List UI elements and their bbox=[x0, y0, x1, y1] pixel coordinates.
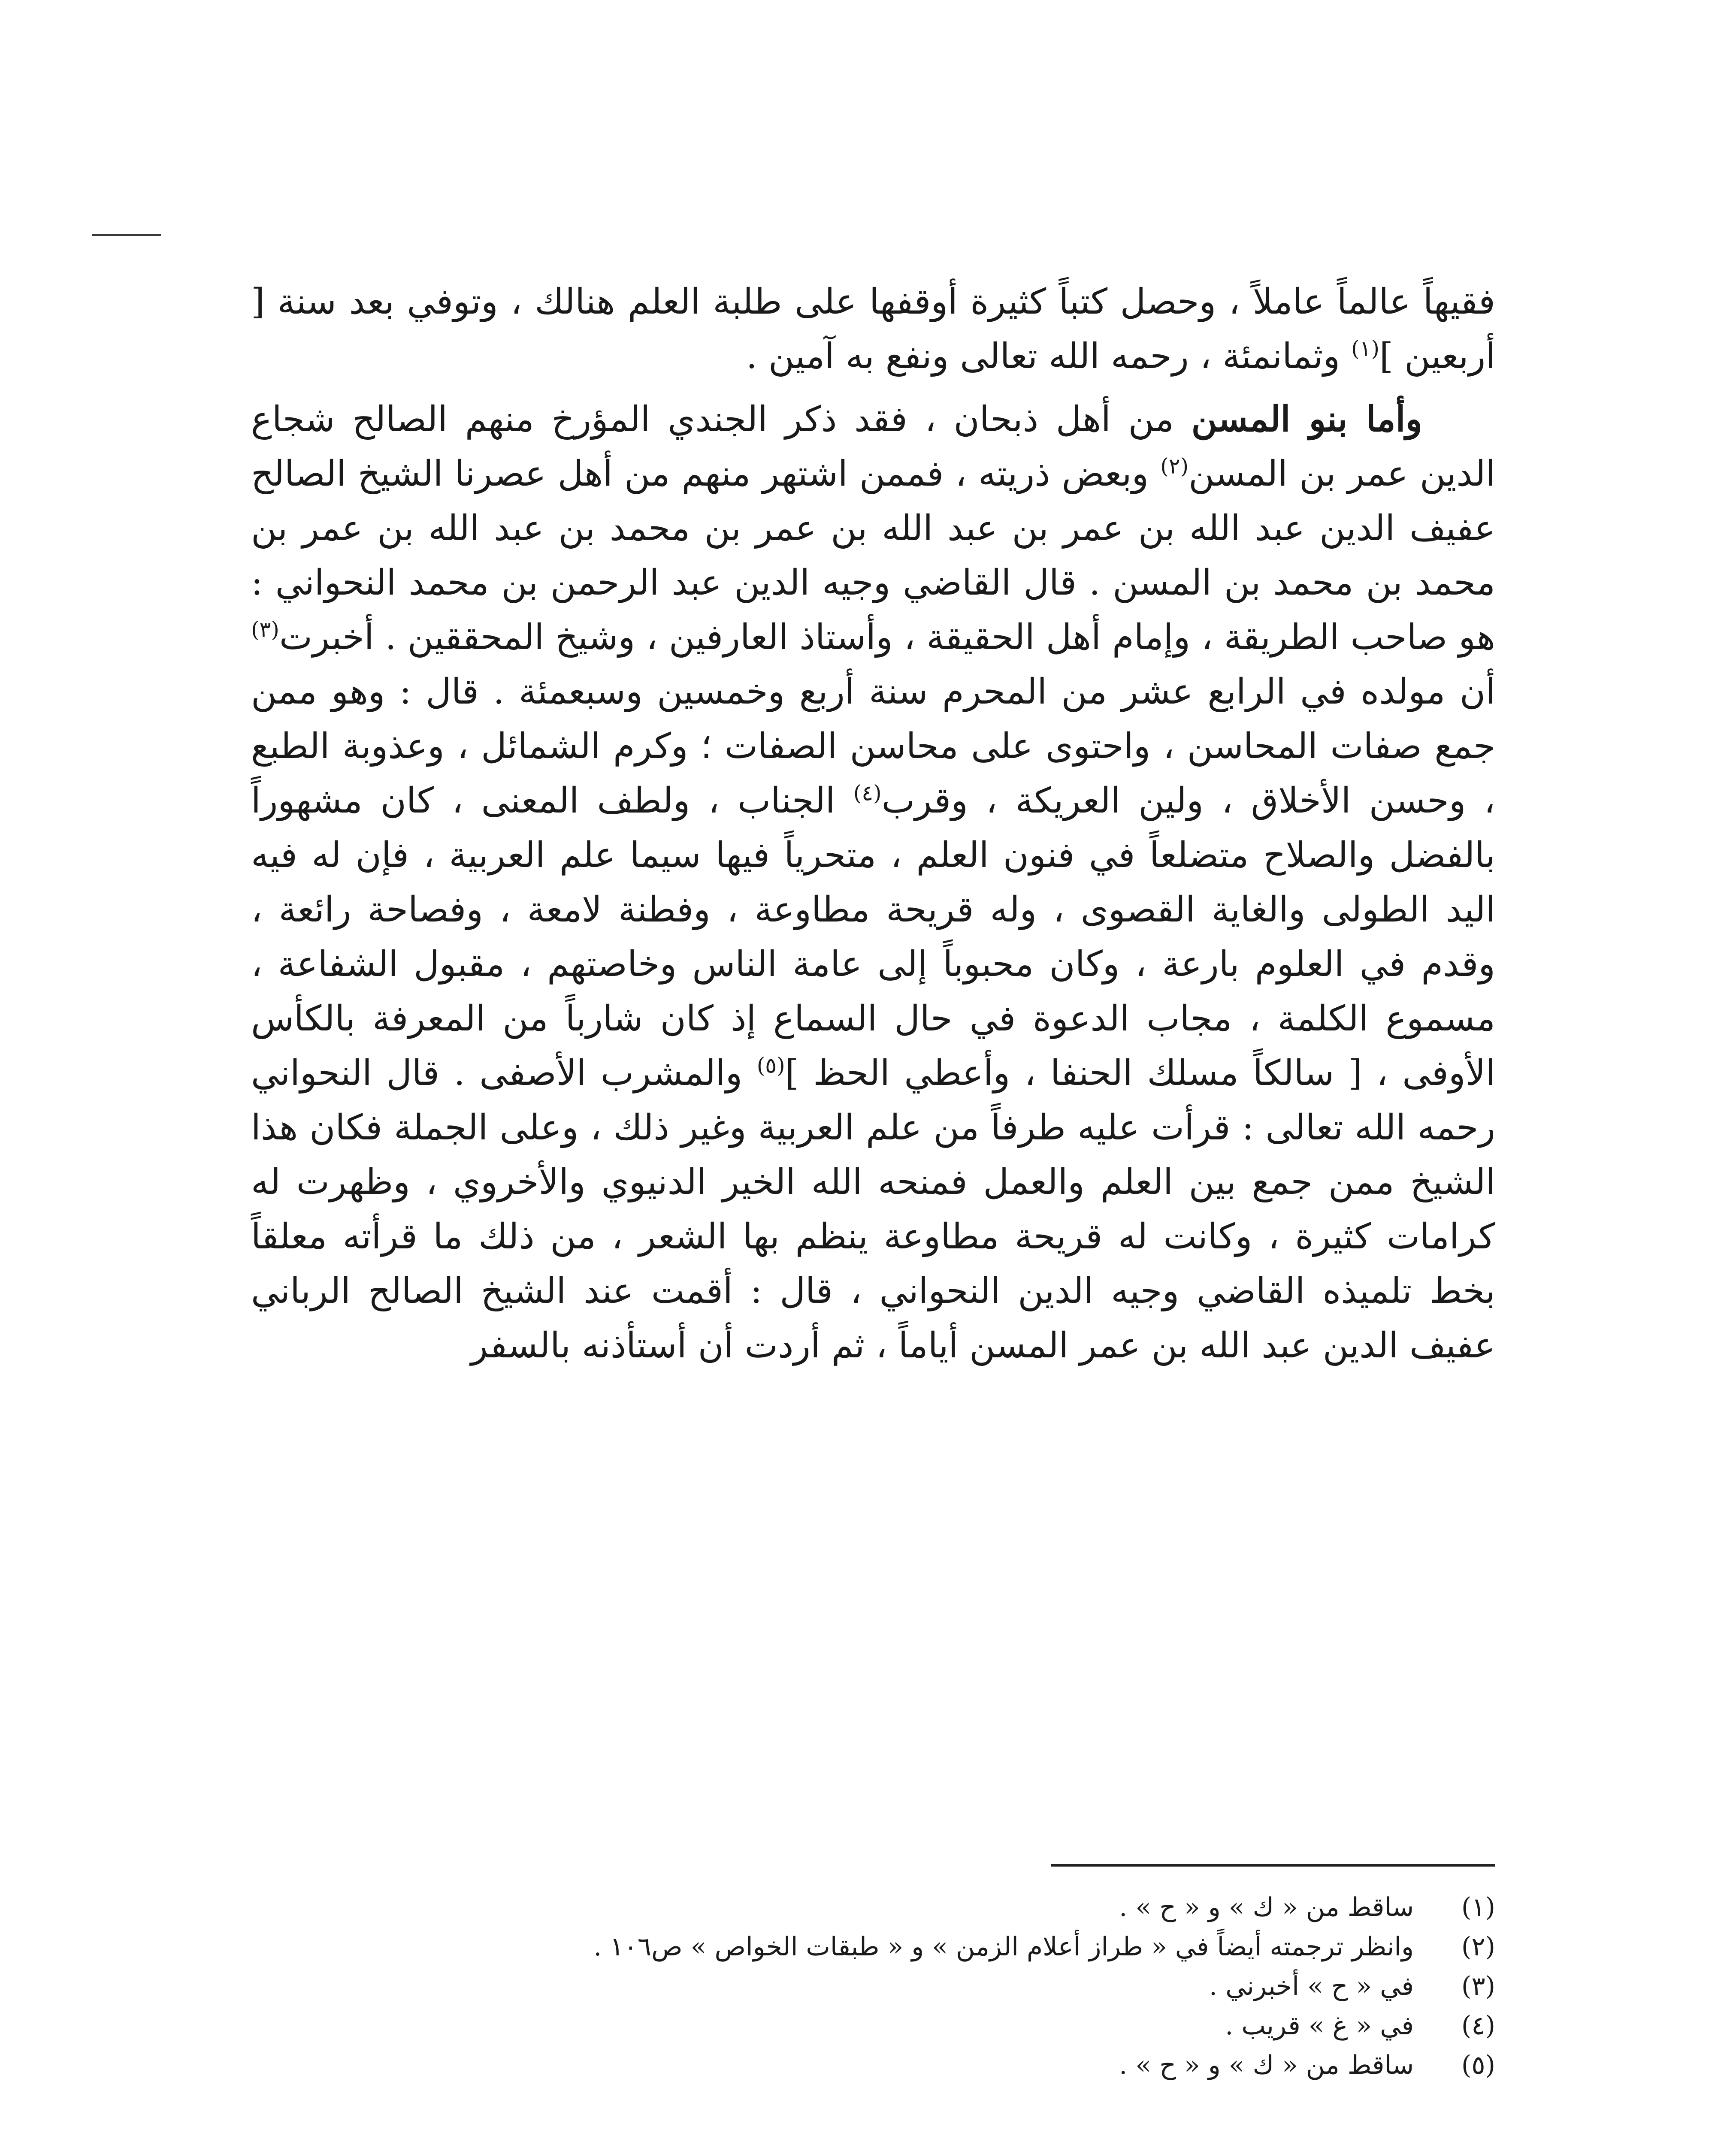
text-run: الجناب ، ولطف المعنى ، كان مشهوراً بالفضل والصلاح متضلعاً في فنون العلم ، متحرياً فيها سيما علم العربية ، فإن له فيه اليد الطولى والغاية القصوى ، وله قريحة مطاوعة ، وفطنة لامعة ، وفصاحة رائعة ، وقدم في العلوم بارعة ، وكان محبوباً إلى عامة الناس وخاصتهم ، مقبول الشفاعة ، مسموع الكلمة ، مجاب الدعوة في حال السماع إذ كان شارباً من المعرفة بالكأس الأوفى ، [ سالكاً مسلك الحنفا ، وأعطي الحظ ] bbox=[251, 780, 1495, 1094]
section-heading: وأما بنو المسن bbox=[1191, 399, 1422, 440]
footnote-text: وانظر ترجمته أيضاً في « طراز أعلام الزمن » و « طبقات الخواص » ص١٠٦ . bbox=[593, 1932, 1414, 1962]
footnote-ref: (٣) bbox=[251, 617, 279, 642]
footnote-ref: (٤) bbox=[853, 780, 882, 806]
text-run: والمشرب الأصفى . قال النحواني رحمه الله تعالى : قرأت عليه طرفاً من علم العربية وغير ذلك ، وعلى الجملة فكان هذا الشيخ ممن جمع بين العلم والعمل فمنحه الله الخير الدنيوي والأخروي ، وظهرت له كرامات كثيرة ، وكانت له قريحة مطاوعة ينظم بها الشعر ، من ذلك ما قرأته معلقاً بخط تلميذه القاضي وجيه الدين النحواني ، قال : أقمت عند الشيخ الصالح الرباني عفيف الدين عبد الله بن عمر المسن أياماً ، ثم أردت أن أستأذنه بالسفر bbox=[251, 1053, 1495, 1366]
scan-mark bbox=[92, 234, 161, 236]
footnote-ref: (١) bbox=[1351, 336, 1380, 361]
text-run: من أهل ذبحان ، فقد ذكر الجندي المؤرخ منهم الصالح شجاع الدين عمر بن المسن bbox=[251, 399, 1495, 494]
text-line: وثمانمئة ، رحمه الله تعالى ونفع به آمين . bbox=[746, 336, 1352, 377]
footnote-text: ساقط من « ك » و « ح » . bbox=[1119, 2050, 1414, 2080]
paragraph-bani-al-musin bbox=[251, 392, 1495, 1373]
footnote-number: (٢) bbox=[1461, 1932, 1495, 1962]
footnote-separator bbox=[1051, 1864, 1495, 1867]
footnote-ref: (٥) bbox=[756, 1053, 785, 1078]
paragraph-continuation bbox=[251, 275, 1495, 384]
text-run: أن مولده في الرابع عشر من المحرم سنة أربع وخمسين وسبعمئة . قال : وهو ممن جمع صفات المحاسن ، واحتوى على محاسن الصفات ؛ وكرم الشمائل ، وعذوبة الطبع ، وحسن الأخلاق ، ولين العريكة ، وقرب bbox=[251, 671, 1495, 821]
text-line: فقيهاً عالماً عاملاً ، وحصل كتباً كثيرة أوقفها على طلبة العلم هنالك ، وتوفي بعد سنة bbox=[277, 281, 1495, 322]
footnote-number: (١) bbox=[1461, 1892, 1495, 1922]
text-bracket: [ أربعين ] bbox=[251, 281, 1495, 377]
footnote bbox=[251, 1967, 1495, 2006]
footnote bbox=[251, 2006, 1495, 2045]
footnote-text: في « ح » أخبرني . bbox=[1209, 1971, 1414, 2001]
footnote bbox=[251, 1927, 1495, 1967]
footnote-ref: (٢) bbox=[1160, 453, 1189, 479]
main-text bbox=[251, 275, 1495, 1373]
text-run: وبعض ذريته ، فممن اشتهر منهم من أهل عصرنا الشيخ الصالح عفيف الدين عبد الله بن عمر بن عبد الله بن عمر بن محمد بن عبد الله بن عمر بن محمد بن محمد بن المسن . قال القاضي وجيه الدين عبد الرحمن بن محمد النحواني : هو صاحب الطريقة ، وإمام أهل الحقيقة ، وأستاذ العارفين ، وشيخ المحققين . أخبرت bbox=[251, 453, 1495, 658]
footnote-text: في « غ » قريب . bbox=[1225, 2011, 1414, 2041]
footnote bbox=[251, 1888, 1495, 1927]
footnote-text: ساقط من « ك » و « ح » . bbox=[1119, 1892, 1414, 1922]
footnote-number: (٤) bbox=[1461, 2011, 1495, 2041]
footnotes bbox=[251, 1888, 1495, 2085]
footnote bbox=[251, 2045, 1495, 2085]
footnote-number: (٥) bbox=[1461, 2050, 1495, 2080]
footnote-number: (٣) bbox=[1461, 1971, 1495, 2001]
